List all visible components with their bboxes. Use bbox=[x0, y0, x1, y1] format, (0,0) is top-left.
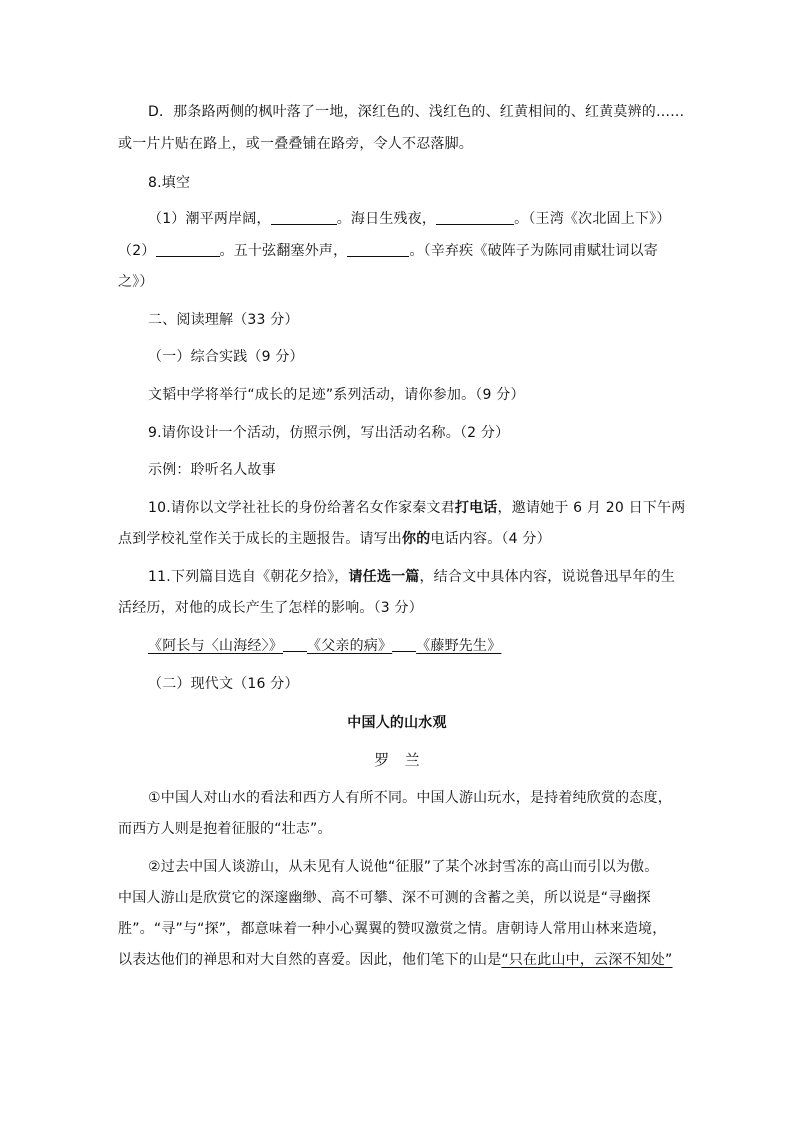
q11-option-1: 《阿长与〈山海经〉》 bbox=[148, 638, 283, 654]
q8-item1-text-b: 。海日生残夜， bbox=[336, 211, 437, 227]
q9-text: 9.请你设计一个活动，仿照示例，写出活动名称。（2 分） bbox=[148, 425, 510, 441]
para2-underlined-quote: “只在此山中，云深不知处” bbox=[501, 952, 673, 968]
article-title: 中国人的山水观 bbox=[347, 715, 447, 731]
para2-line1: ②过去中国人谈游山，从未见有人说他“征服”了某个冰封雪冻的高山而引以为傲。 bbox=[148, 859, 659, 875]
q7-option-d-line2: 或一片片贴在路上，或一叠叠铺在路旁，令人不忍落脚。 bbox=[118, 136, 473, 152]
q10-line2 bbox=[118, 529, 551, 549]
q8-item1-text-a: （1）潮平两岸阔， bbox=[148, 211, 271, 227]
para2-line4 bbox=[118, 950, 673, 970]
q8-item2-line2: 之》） bbox=[118, 274, 154, 290]
q8-item1-text-c: 。（王湾《次北固上下》） bbox=[514, 211, 671, 227]
option-separator bbox=[392, 637, 416, 652]
q10-emphasis-yours: 你的 bbox=[402, 531, 431, 547]
section2-sub1: （一）综合实践（9 分） bbox=[148, 349, 304, 365]
q10-text-a: 10.请你以文学社社长的身份给著名女作家秦文君 bbox=[148, 500, 455, 516]
para2-line2: 中国人游山是欣赏它的深邃幽缈、高不可攀、深不可测的含蓄之美，所以说是“寻幽探 bbox=[118, 890, 651, 906]
answer-blank bbox=[271, 210, 337, 225]
q11-option-3: 《藤野先生》 bbox=[416, 638, 502, 654]
q11-text-a: 11.下列篇目选自《朝花夕拾》， bbox=[148, 569, 349, 585]
para1-line1: ①中国人对山水的看法和西方人有所不同。中国人游山玩水，是持着纯欣赏的态度， bbox=[148, 790, 672, 806]
q8-item2-text-b: 。五十弦翻塞外声， bbox=[219, 243, 348, 259]
para2-line3: 胜”。“寻”与“探”，都意味着一种小心翼翼的赞叹激赏之情。唐朝诗人常用山林来造境， bbox=[118, 921, 667, 937]
q10-line1 bbox=[148, 498, 685, 518]
q11-option-2: 《父亲的病》 bbox=[307, 638, 393, 654]
q9-example: 示例：聆听名人故事 bbox=[148, 462, 276, 478]
q7-option-d-line1: D．那条路两侧的枫叶落了一地，深红色的、浅红色的、红黄相间的、红黄莫辨的…… bbox=[148, 104, 685, 120]
q10-text-d: 点到学校礼堂作关于成长的主题报告。请写出 bbox=[118, 531, 402, 547]
q11-line2: 活经历，对他的成长产生了怎样的影响。（3 分） bbox=[118, 600, 423, 616]
q10-text-c: ，邀请她于 6 月 20 日下午两 bbox=[497, 500, 686, 516]
q11-emphasis: 请任选一篇 bbox=[348, 569, 420, 585]
activity-intro: 文韬中学将举行“成长的足迹”系列活动，请你参加。（9 分） bbox=[148, 387, 525, 403]
q11-options bbox=[148, 636, 501, 656]
para2-line4-text: 以表达他们的禅思和对大自然的喜爱。因此，他们笔下的山是 bbox=[118, 952, 502, 968]
q8-item2-text-c: 。（辛弃疾《破阵子为陈同甫赋壮词以寄 bbox=[409, 243, 658, 259]
article-author: 罗 兰 bbox=[374, 751, 420, 769]
q8-item1 bbox=[148, 209, 671, 229]
section2-title: 二、阅读理解（33 分） bbox=[148, 312, 299, 328]
q11-line1 bbox=[148, 567, 675, 587]
answer-blank bbox=[347, 242, 409, 257]
q8-item2-text-a: （2） bbox=[118, 243, 156, 259]
q11-text-c: ，结合文中具体内容，说说鲁迅早年的生 bbox=[419, 569, 676, 585]
option-separator bbox=[283, 637, 307, 652]
para1-line2: 而西方人则是抱着征服的“壮志”。 bbox=[118, 821, 332, 837]
answer-blank bbox=[436, 210, 514, 225]
q10-emphasis-call: 打电话 bbox=[454, 500, 498, 516]
q8-title: 8.填空 bbox=[148, 175, 191, 191]
answer-blank bbox=[156, 242, 220, 257]
section2-sub2: （二）现代文（16 分） bbox=[148, 676, 299, 692]
q8-item2 bbox=[118, 241, 658, 261]
q10-text-f: 电话内容。（4 分） bbox=[430, 531, 551, 547]
